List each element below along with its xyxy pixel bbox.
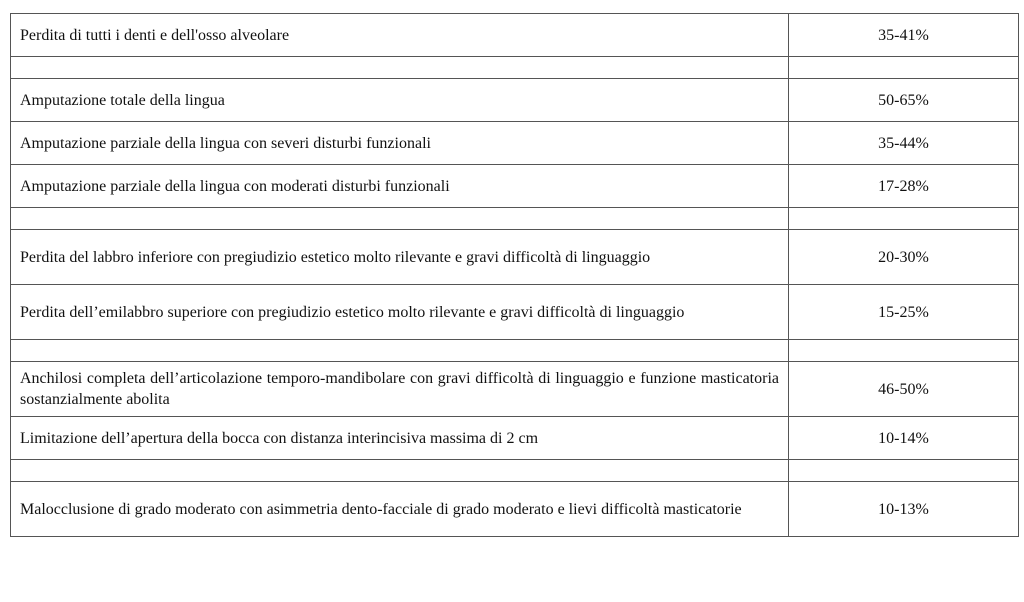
row-description: Amputazione totale della lingua: [11, 79, 789, 122]
row-description: Amputazione parziale della lingua con severi disturbi funzionali: [11, 122, 789, 165]
row-description: Malocclusione di grado moderato con asimmetria dento-facciale di grado moderato e lievi difficoltà masticatorie: [11, 482, 789, 537]
row-description: Anchilosi completa dell’articolazione temporo-mandibolare con gravi difficoltà di linguaggio e funzione masticatoria sostanzialmente abolita: [11, 362, 789, 417]
row-percentage: [789, 460, 1019, 482]
table-row: [11, 165, 1019, 208]
row-percentage: [789, 208, 1019, 230]
table-row: [11, 417, 1019, 460]
row-percentage: 35-41%: [789, 14, 1019, 57]
table-spacer-row: [11, 340, 1019, 362]
row-percentage: [789, 57, 1019, 79]
table-row: [11, 79, 1019, 122]
row-description: [11, 460, 789, 482]
row-percentage: [789, 340, 1019, 362]
table-row: [11, 482, 1019, 537]
row-description: Amputazione parziale della lingua con moderati disturbi funzionali: [11, 165, 789, 208]
table-spacer-row: [11, 57, 1019, 79]
impairment-percentage-table: [10, 13, 1019, 537]
row-description: Perdita del labbro inferiore con pregiudizio estetico molto rilevante e gravi difficoltà di linguaggio: [11, 230, 789, 285]
row-description: Limitazione dell’apertura della bocca con distanza interincisiva massima di 2 cm: [11, 417, 789, 460]
row-description: Perdita di tutti i denti e dell'osso alveolare: [11, 14, 789, 57]
table-row: [11, 285, 1019, 340]
row-percentage: 15-25%: [789, 285, 1019, 340]
table-spacer-row: [11, 460, 1019, 482]
table-spacer-row: [11, 208, 1019, 230]
row-percentage: 17-28%: [789, 165, 1019, 208]
row-description: [11, 340, 789, 362]
row-percentage: 46-50%: [789, 362, 1019, 417]
table-row: [11, 230, 1019, 285]
row-percentage: 10-14%: [789, 417, 1019, 460]
table-row: [11, 122, 1019, 165]
row-description: Perdita dell’emilabbro superiore con pregiudizio estetico molto rilevante e gravi difficoltà di linguaggio: [11, 285, 789, 340]
row-description: [11, 208, 789, 230]
row-percentage: 20-30%: [789, 230, 1019, 285]
row-percentage: 10-13%: [789, 482, 1019, 537]
table-row: [11, 362, 1019, 417]
row-description: [11, 57, 789, 79]
table-row: [11, 14, 1019, 57]
row-percentage: 35-44%: [789, 122, 1019, 165]
row-percentage: 50-65%: [789, 79, 1019, 122]
